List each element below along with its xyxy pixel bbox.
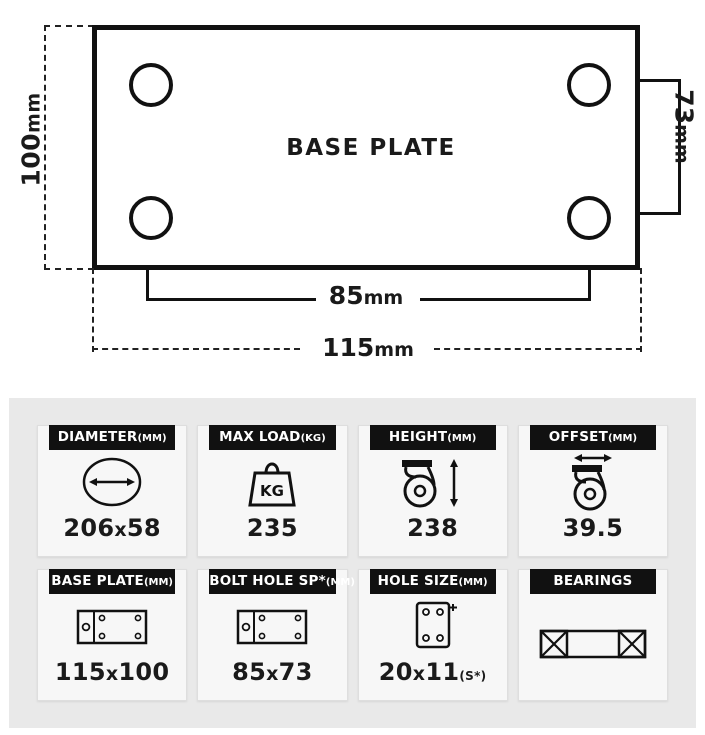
spec-card-diameter xyxy=(37,425,187,557)
width-extension-line-right xyxy=(640,268,642,352)
bolt-spacing-horizontal-unit: mm xyxy=(363,287,404,309)
bearings-icon xyxy=(519,594,667,701)
spec-unit: (MM) xyxy=(447,433,477,444)
spec-title: HOLE SIZE xyxy=(377,573,459,589)
spec-card-header xyxy=(530,569,656,594)
spec-card-header xyxy=(370,569,496,594)
base-plate-a: 115 xyxy=(54,658,106,686)
diameter-a: 206 xyxy=(63,514,115,542)
bolt-spacing-a: 85 xyxy=(232,658,267,686)
bolt-spacing-vertical-leader-bottom xyxy=(636,212,681,215)
bolt-spacing-horizontal-leader-right xyxy=(588,270,591,301)
diameter-sep: x xyxy=(114,519,127,541)
spec-card-hole-size xyxy=(358,569,508,701)
spec-card-bearings xyxy=(518,569,668,701)
height-extension-line-bottom xyxy=(44,268,94,270)
bolt-spacing-b: 73 xyxy=(278,658,313,686)
spec-card-max-load xyxy=(197,425,347,557)
bolt-spacing-sep: x xyxy=(266,663,279,685)
hole-size-sep: x xyxy=(412,663,426,685)
hole-size-a: 20 xyxy=(378,658,413,686)
spec-card-offset xyxy=(518,425,668,557)
base-plate-outline xyxy=(92,25,640,270)
base-plate-b: 100 xyxy=(118,658,170,686)
spec-card-height xyxy=(358,425,508,557)
spec-unit: (MM) xyxy=(143,577,173,588)
spec-value-bolt-hole-spacing xyxy=(232,658,313,700)
bolt-hole-top-right xyxy=(567,63,611,107)
height-extension-line-top xyxy=(44,25,94,27)
spec-title: DIAMETER xyxy=(57,429,138,445)
spec-title: BEARINGS xyxy=(553,573,633,589)
spec-value-offset: 39.5 xyxy=(562,514,624,542)
bolt-spacing-horizontal-line-left xyxy=(146,298,316,301)
spec-card-header xyxy=(370,425,496,450)
specification-grid xyxy=(9,398,696,728)
bolt-hole-bottom-right xyxy=(567,196,611,240)
height-dimension-unit: mm xyxy=(22,92,45,133)
width-dimension-line-left xyxy=(92,348,300,350)
spec-card-header xyxy=(49,425,175,450)
height-dimension-label xyxy=(17,85,46,195)
base-plate-title: BASE PLATE xyxy=(286,135,456,161)
specification-panel xyxy=(9,398,696,728)
bolt-spacing-vertical-label xyxy=(670,72,699,182)
bolt-spacing-vertical-unit: mm xyxy=(670,124,693,164)
spec-card-header xyxy=(530,425,656,450)
base-plate-sep: x xyxy=(105,663,119,685)
bolt-hole-top-left xyxy=(129,63,173,107)
svg-text:KG: KG xyxy=(260,481,285,500)
hole-size-note: (S*) xyxy=(459,669,487,683)
bolt-spacing-horizontal-label xyxy=(306,281,426,310)
height-dimension-value: 100 xyxy=(16,132,46,187)
spec-card-header xyxy=(209,569,355,594)
spec-unit: (MM) xyxy=(325,577,355,588)
spec-card-header xyxy=(49,569,175,594)
weight-kg-icon xyxy=(198,450,346,515)
spec-unit: (KG) xyxy=(300,433,326,444)
bolt-spacing-horizontal-value: 85 xyxy=(328,281,364,310)
hole-size-icon xyxy=(359,594,507,659)
diameter-icon xyxy=(38,450,186,515)
width-extension-line-left xyxy=(92,268,94,352)
spec-title: MAX LOAD xyxy=(219,429,301,445)
spec-card-bolt-hole-spacing xyxy=(197,569,355,701)
spec-value-base-plate xyxy=(55,658,170,700)
bolt-hole-spacing-icon xyxy=(198,594,346,659)
caster-offset-icon xyxy=(519,450,667,515)
spec-title: HEIGHT xyxy=(388,429,448,445)
spec-title: BASE PLATE xyxy=(51,573,144,589)
hole-size-b: 11 xyxy=(425,658,460,686)
spec-card-header xyxy=(209,425,335,450)
bolt-spacing-horizontal-line-right xyxy=(420,298,588,301)
caster-height-icon xyxy=(359,450,507,515)
width-dimension-unit: mm xyxy=(374,339,414,361)
spec-value-hole-size xyxy=(379,658,487,700)
diameter-b: 58 xyxy=(126,514,161,542)
width-dimension-line-right xyxy=(434,348,642,350)
bolt-spacing-vertical-value: 73 xyxy=(669,89,699,125)
spec-value-height: 238 xyxy=(407,514,459,542)
base-plate-icon xyxy=(38,594,186,659)
spec-value-max-load: 235 xyxy=(246,514,298,542)
bolt-hole-bottom-left xyxy=(129,196,173,240)
spec-unit: (MM) xyxy=(607,433,638,444)
width-dimension-label xyxy=(293,333,443,362)
spec-unit: (MM) xyxy=(137,433,167,444)
width-dimension-value: 115 xyxy=(322,333,375,362)
spec-unit: (MM) xyxy=(458,577,488,588)
spec-title: OFFSET xyxy=(548,429,608,445)
spec-value-diameter xyxy=(63,514,161,556)
spec-card-base-plate xyxy=(37,569,187,701)
bolt-spacing-horizontal-leader-left xyxy=(146,270,149,301)
spec-title: BOLT HOLE SP* xyxy=(209,573,326,589)
